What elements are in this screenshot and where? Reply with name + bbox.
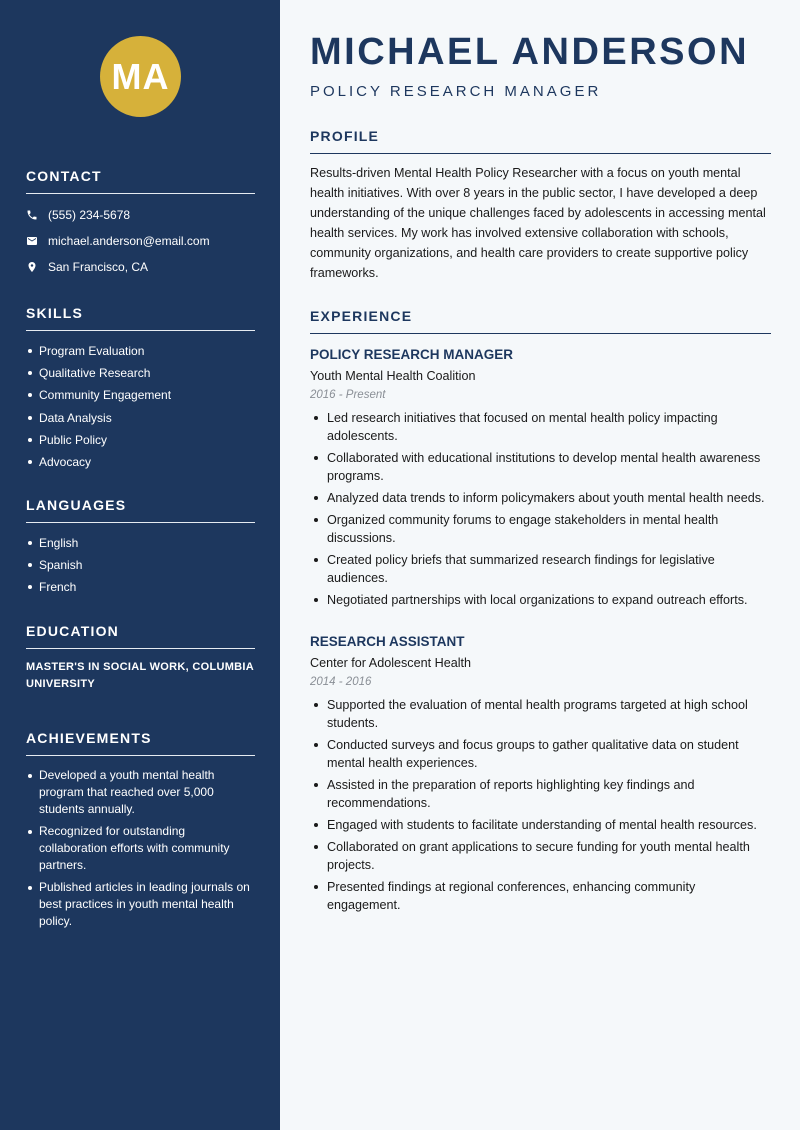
job-bullet: Analyzed data trends to inform policymakers about youth mental health needs. <box>310 489 771 507</box>
skill-item: Public Policy <box>26 429 255 451</box>
location-pin-icon <box>26 261 38 273</box>
job-role: POLICY RESEARCH MANAGER <box>310 347 514 362</box>
languages-heading: LANGUAGES <box>26 497 255 523</box>
contact-location <box>26 254 255 280</box>
email-text[interactable]: michael.anderson@email.com <box>48 234 210 248</box>
contact-list <box>26 202 255 280</box>
job-dates: 2014 - 2016 <box>310 676 372 688</box>
job-bullet: Led research initiatives that focused on mental health policy impacting adolescents. <box>310 409 771 445</box>
avatar-initials: MA <box>111 55 170 97</box>
candidate-title: POLICY RESEARCH MANAGER <box>310 83 602 100</box>
job-bullets <box>310 409 771 609</box>
experience-heading: EXPERIENCE <box>310 308 771 334</box>
candidate-name: MICHAEL ANDERSON <box>310 31 750 73</box>
job-bullet: Created policy briefs that summarized research findings for legislative audiences. <box>310 551 771 587</box>
phone-text: (555) 234-5678 <box>48 208 131 222</box>
job-bullet: Collaborated with educational institutions to develop mental health awareness programs. <box>310 449 771 485</box>
skill-item: Qualitative Research <box>26 362 255 384</box>
job-dates: 2016 - Present <box>310 389 386 401</box>
avatar <box>100 36 181 117</box>
education-degree: MASTER'S IN SOCIAL WORK, COLUMBIA UNIVERSITY <box>26 661 254 690</box>
profile-text: Results-driven Mental Health Policy Researcher with a focus on youth mental health initiatives. With over 8 years in the public sector, I have developed a deep understanding of the unique challenges faced by adolescents in accessing mental health services. My work has involved extensive collaboration with schools, community organizations, and health care providers to create supportive policy frameworks. <box>310 166 766 280</box>
job-bullet: Engaged with students to facilitate understanding of mental health resources. <box>310 816 771 834</box>
achievements-list <box>26 767 255 930</box>
job-bullet: Organized community forums to engage stakeholders in mental health discussions. <box>310 511 771 547</box>
contact-section <box>26 168 255 280</box>
experience-section <box>310 308 771 334</box>
job-entry <box>310 634 771 918</box>
job-bullet: Assisted in the preparation of reports highlighting key findings and recommendations. <box>310 776 771 812</box>
skills-section <box>26 305 255 473</box>
languages-list <box>26 532 255 599</box>
skill-item: Data Analysis <box>26 407 255 429</box>
achievements-heading: ACHIEVEMENTS <box>26 730 255 756</box>
contact-phone <box>26 202 255 228</box>
achievement-item: Recognized for outstanding collaboration efforts with community partners. <box>26 823 255 874</box>
job-bullets <box>310 696 771 914</box>
job-bullet: Conducted surveys and focus groups to gather qualitative data on student mental health experiences. <box>310 736 771 772</box>
job-entry <box>310 347 771 613</box>
job-bullet: Negotiated partnerships with local organizations to expand outreach efforts. <box>310 591 771 609</box>
job-bullet: Supported the evaluation of mental health programs targeted at high school students. <box>310 696 771 732</box>
job-organization: Center for Adolescent Health <box>310 656 472 670</box>
achievement-item: Developed a youth mental health program that reached over 5,000 students annually. <box>26 767 255 818</box>
sidebar <box>0 0 280 1130</box>
profile-section <box>310 128 771 283</box>
contact-email <box>26 228 255 254</box>
skills-heading: SKILLS <box>26 305 255 331</box>
location-text: San Francisco, CA <box>48 260 149 274</box>
language-item: French <box>26 576 255 598</box>
education-heading: EDUCATION <box>26 623 255 649</box>
skill-item: Community Engagement <box>26 384 255 406</box>
job-organization: Youth Mental Health Coalition <box>310 369 476 383</box>
achievements-section <box>26 730 255 935</box>
email-icon <box>26 235 38 247</box>
education-section <box>26 623 255 693</box>
job-bullet: Presented findings at regional conferences, enhancing community engagement. <box>310 878 771 914</box>
language-item: Spanish <box>26 554 255 576</box>
skills-list <box>26 340 255 473</box>
skill-item: Advocacy <box>26 451 255 473</box>
job-role: RESEARCH ASSISTANT <box>310 634 465 649</box>
contact-heading: CONTACT <box>26 168 255 194</box>
phone-icon <box>26 209 38 221</box>
profile-heading: PROFILE <box>310 128 771 154</box>
achievement-item: Published articles in leading journals on best practices in youth mental health policy. <box>26 879 255 930</box>
language-item: English <box>26 532 255 554</box>
job-bullet: Collaborated on grant applications to secure funding for youth mental health projects. <box>310 838 771 874</box>
languages-section <box>26 497 255 599</box>
skill-item: Program Evaluation <box>26 340 255 362</box>
